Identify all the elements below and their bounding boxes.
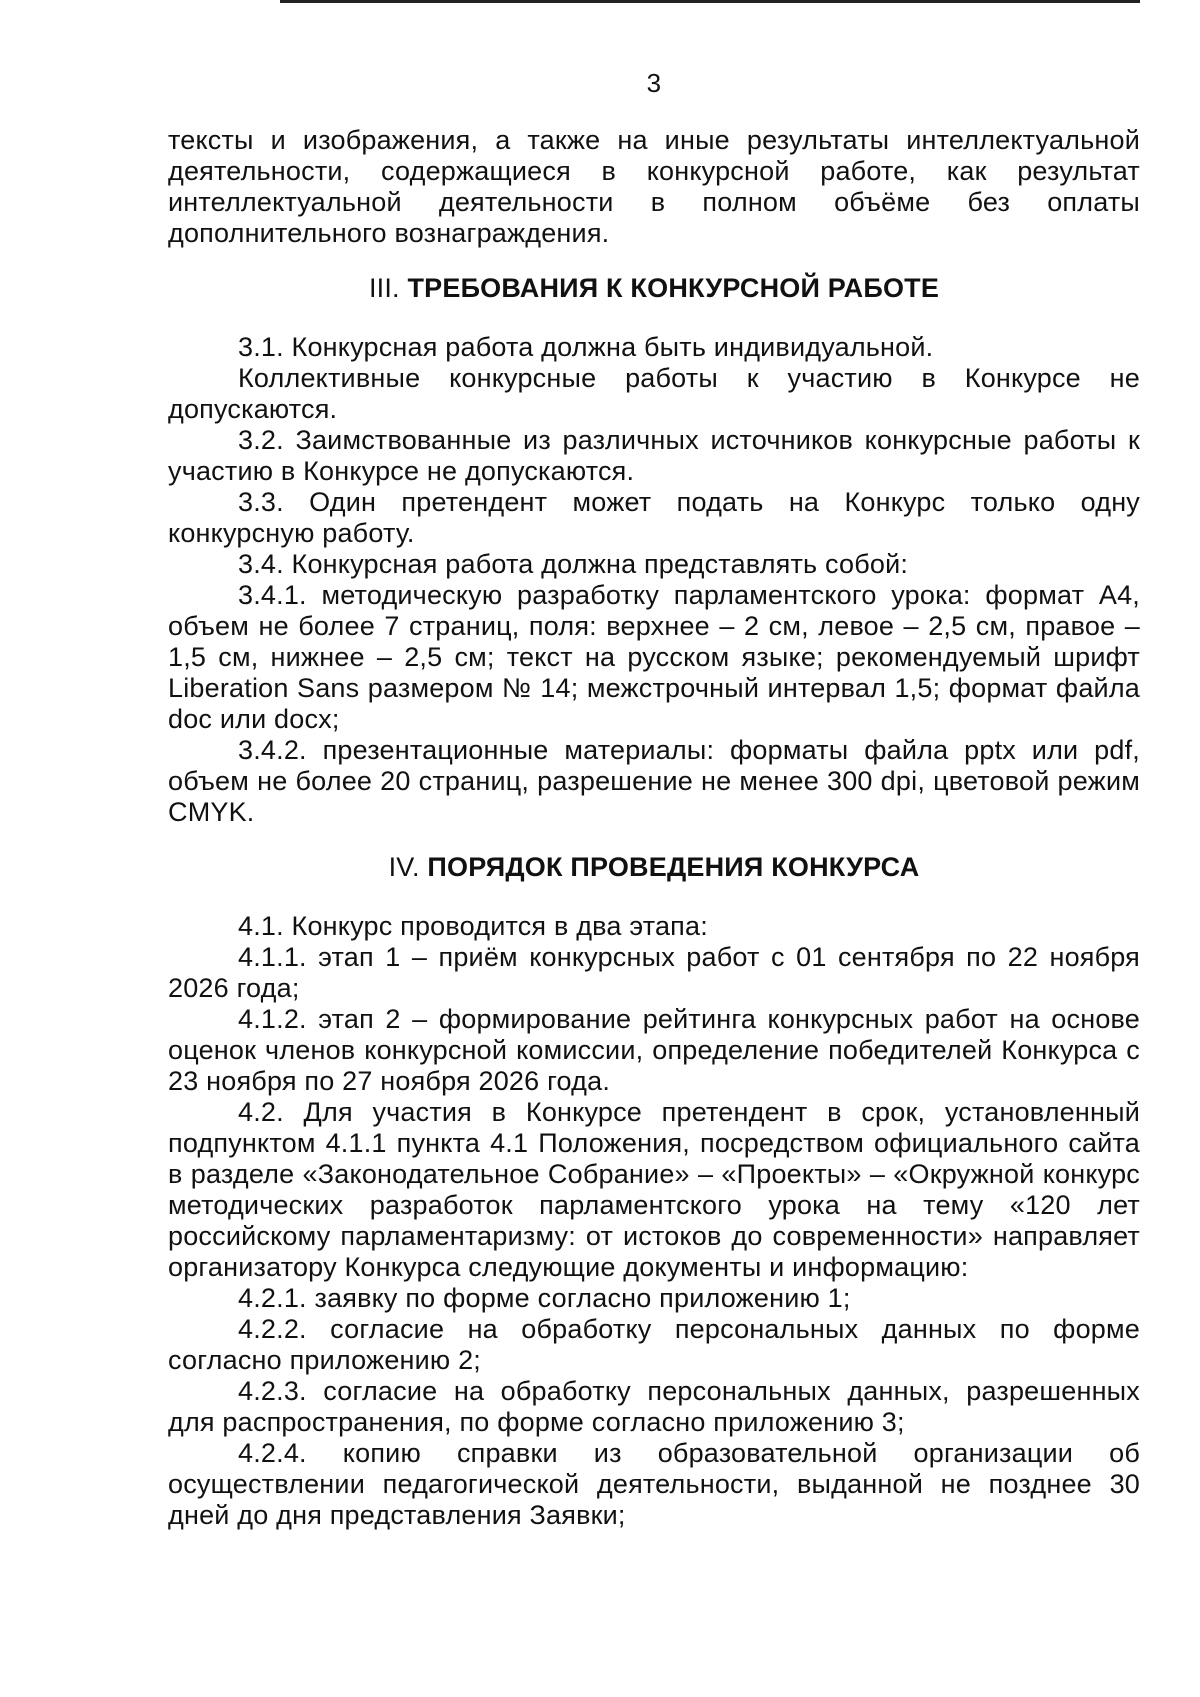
paragraph-4-2-2: 4.2.2. согласие на обработку персональных данных по форме согласно приложению 2;	[168, 1314, 1140, 1375]
section-4-number: IV.	[388, 852, 420, 882]
paragraph-4-1-2: 4.1.2. этап 2 – формирование рейтинга конкурсных работ на основе оценок членов конкурсной комиссии, определение победителей Конкурса с 23 ноября по 27 ноября 2026 года.	[168, 1004, 1140, 1096]
paragraph-4-2-4: 4.2.4. копию справки из образовательной организации об осуществлении педагогической деятельности, выданной не позднее 30 дней до дня представления Заявки;	[168, 1438, 1140, 1530]
paragraph-3-2: 3.2. Заимствованные из различных источников конкурсные работы к участию в Конкурсе не допускаются.	[168, 425, 1140, 486]
paragraph-4-2-1: 4.2.1. заявку по форме согласно приложению 1;	[238, 1283, 851, 1313]
paragraph-3-1: 3.1. Конкурсная работа должна быть индивидуальной.	[238, 332, 934, 362]
paragraph-4-1: 4.1. Конкурс проводится в два этапа:	[238, 911, 708, 941]
paragraph-3-4: 3.4. Конкурсная работа должна представлять собой:	[238, 549, 909, 579]
paragraph-3-3: 3.3. Один претендент может подать на Конкурс только одну конкурсную работу.	[168, 487, 1140, 548]
section-4-heading	[168, 852, 1140, 883]
paragraph-3-1-collective: Коллективные конкурсные работы к участию в Конкурсе не допускаются.	[168, 363, 1140, 424]
section-4-title: ПОРЯДОК ПРОВЕДЕНИЯ КОНКУРСА	[427, 852, 920, 882]
document-page	[168, 68, 1140, 1531]
top-rule	[280, 0, 1140, 3]
page-number: 3	[646, 68, 662, 98]
section-3-heading	[168, 273, 1140, 304]
paragraph-3-4-2: 3.4.2. презентационные материалы: форматы файла pptx или pdf, объем не более 20 страниц, разрешение не менее 300 dpi, цветовой режим CMYK.	[168, 735, 1140, 827]
paragraph-4-2: 4.2. Для участия в Конкурсе претендент в срок, установленный подпунктом 4.1.1 пункта 4.1 Положения, посредством официального сайта в разделе «Законодательное Собрание» – «Проекты» – «Окружной конкурс методических разработок парламентского урока на тему «120 лет российскому парламентаризму: от истоков до современности» направляет организатору Конкурса следующие документы и информацию:	[168, 1097, 1140, 1282]
paragraph-3-4-1: 3.4.1. методическую разработку парламентского урока: формат А4, объем не более 7 страниц, поля: верхнее – 2 см, левое – 2,5 см, правое – 1,5 см, нижнее – 2,5 см; текст на русском языке; рекомендуемый шрифт Liberation Sans размером № 14; межстрочный интервал 1,5; формат файла doc или docx;	[168, 580, 1140, 734]
intro-paragraph: тексты и изображения, а также на иные результаты интеллектуальной деятельности, содержащиеся в конкурсной работе, как результат интеллектуальной деятельности в полном объёме без оплаты дополнительного вознаграждения.	[168, 125, 1140, 248]
paragraph-4-1-1: 4.1.1. этап 1 – приём конкурсных работ с 01 сентября по 22 ноября 2026 года;	[168, 942, 1140, 1003]
section-3-number: III.	[368, 273, 400, 303]
section-3-title: ТРЕБОВАНИЯ К КОНКУРСНОЙ РАБОТЕ	[407, 273, 940, 303]
paragraph-4-2-3: 4.2.3. согласие на обработку персональных данных, разрешенных для распространения, по форме согласно приложению 3;	[168, 1376, 1140, 1437]
